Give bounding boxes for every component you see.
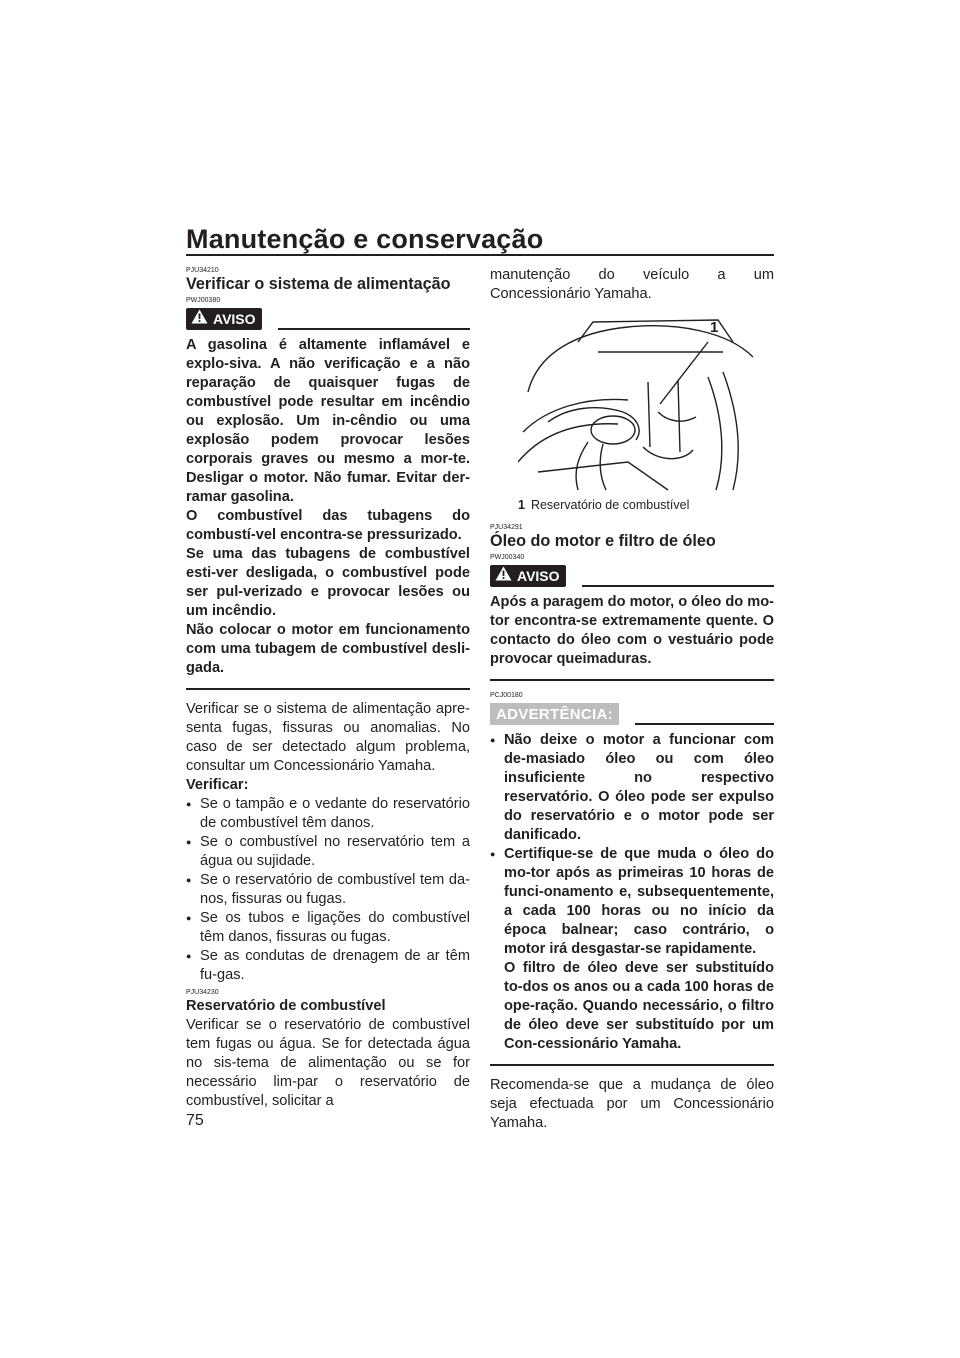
- section-code: PJU34230: [186, 989, 219, 996]
- warning-header-rule: [582, 585, 774, 587]
- caution-body: [490, 731, 774, 1054]
- section-code: PJU34210: [186, 267, 219, 274]
- figure-callout: 1: [710, 319, 719, 336]
- caption-text: Reservatório de combustível: [530, 498, 690, 512]
- warning-code: PWJ00340: [490, 554, 525, 561]
- warning-paragraph: Não colocar o motor em funcionamento com uma tubagem de combustível desli-gada.: [186, 622, 470, 676]
- list-item: ● Não deixe o motor a funcionar com de-masiado óleo ou com óleo insuficiente no respectivo reservatório. O óleo pode ser expulso do reservatório e o motor pode ser danificado.: [490, 731, 774, 845]
- list-item: ● Se os tubos e ligações do combustível têm danos, fissuras ou fugas.: [186, 909, 470, 947]
- warning-badge: [186, 308, 262, 330]
- warning-paragraph: Após a paragem do motor, o óleo do mo-tor encontra-se extremamente quente. O contacto do óleo com o vestuário pode provocar queimaduras.: [490, 594, 774, 667]
- check-list: [186, 795, 470, 985]
- page-number: 75: [186, 1112, 204, 1129]
- warning-end-rule: [186, 688, 470, 690]
- list-item: ● Se o tampão e o vedante do reservatório de combustível têm danos.: [186, 795, 470, 833]
- caution-end-rule: [490, 1064, 774, 1066]
- section-code: PJU34291: [490, 524, 523, 531]
- caution-list: [490, 731, 774, 959]
- figure-caption: [518, 496, 774, 515]
- warning-header-rule: [278, 328, 470, 330]
- left-column: [186, 266, 470, 1111]
- caution-header: [490, 702, 774, 725]
- warning-body: [490, 593, 774, 669]
- warning-end-rule: [490, 679, 774, 681]
- warning-paragraph: Se uma das tubagens de combustível esti-ver desligada, o combustível pode ser pul-verizado e provocar lesões ou um incêndio.: [186, 546, 470, 619]
- list-item: ● Se o combustível no reservatório tem a água ou sujidade.: [186, 833, 470, 871]
- right-column: [490, 266, 774, 1133]
- caution-code: PCJ00180: [490, 692, 523, 699]
- warning-paragraph: A gasolina é altamente inflamável e explo-siva. A não verificação e a não reparação de quaisquer fugas de combustível pode resultar em incêndio ou explosão. Um in-cêndio ou uma explosão podem provocar lesões corporais graves ou mesmo a mor-te. Desligar o motor. Não fumar. Evitar der-ramar gasolina.: [186, 337, 470, 505]
- warning-badge: [490, 565, 566, 587]
- warning-paragraph: O combustível das tubagens do combustí-vel encontra-se pressurizado.: [186, 508, 470, 543]
- warning-body: [186, 336, 470, 678]
- warning-triangle-icon: [191, 309, 208, 329]
- warning-code: PWJ00380: [186, 297, 221, 304]
- section-title-fuel-tank: Reservatório de combustível: [186, 998, 386, 1014]
- body-paragraph: Recomenda-se que a mudança de óleo seja efectuada por um Concessionário Yamaha.: [490, 1077, 774, 1131]
- list-item: ● Se o reservatório de combustível tem da-nos, fissuras ou fugas.: [186, 871, 470, 909]
- warning-label: AVISO: [517, 567, 560, 584]
- section-title-fuel-system: Verificar o sistema de alimentação: [186, 275, 451, 293]
- warning-label: AVISO: [213, 310, 256, 327]
- fuel-tank-illustration: [518, 312, 758, 492]
- body-paragraph: Verificar se o sistema de alimentação apre-senta fugas, fissuras ou anomalias. No caso de ser detectado algum problema, consultar um Concessionário Yamaha.: [186, 701, 470, 774]
- caution-badge: ADVERTÊNCIA:: [490, 703, 619, 725]
- title-rule: [186, 254, 774, 256]
- check-label: Verificar:: [186, 777, 249, 793]
- list-item: ● Se as condutas de drenagem de ar têm fu-gas.: [186, 947, 470, 985]
- section-title-engine-oil: Óleo do motor e filtro de óleo: [490, 532, 716, 550]
- page-title: Manutenção e conservação: [186, 224, 544, 254]
- list-item: ● Certifique-se de que muda o óleo do mo-tor após as primeiras 10 horas de funci-onamento e, subsequentemente, a cada 100 horas ou no início da época balnear; caso contrário, o motor irá desgastar-se rapidamente.: [490, 845, 774, 959]
- warning-header: [186, 307, 470, 330]
- body-paragraph-continued: manutenção do veículo a um Concessionário Yamaha.: [490, 267, 774, 302]
- caution-paragraph: O filtro de óleo deve ser substituído to-dos os anos ou a cada 100 horas de ope-ração. Quando necessário, o filtro de óleo deve ser substituído por um Con-cessionário Yamaha.: [504, 960, 774, 1052]
- caption-number: 1: [518, 498, 525, 512]
- caution-header-rule: [635, 723, 774, 725]
- body-paragraph: Verificar se o reservatório de combustível tem fugas ou água. Se for detectada água no sis-tema de alimentação ou se for necessário lim-par o reservatório de combustível, solicitar a: [186, 1017, 470, 1109]
- warning-header: [490, 564, 774, 587]
- warning-triangle-icon: [495, 566, 512, 586]
